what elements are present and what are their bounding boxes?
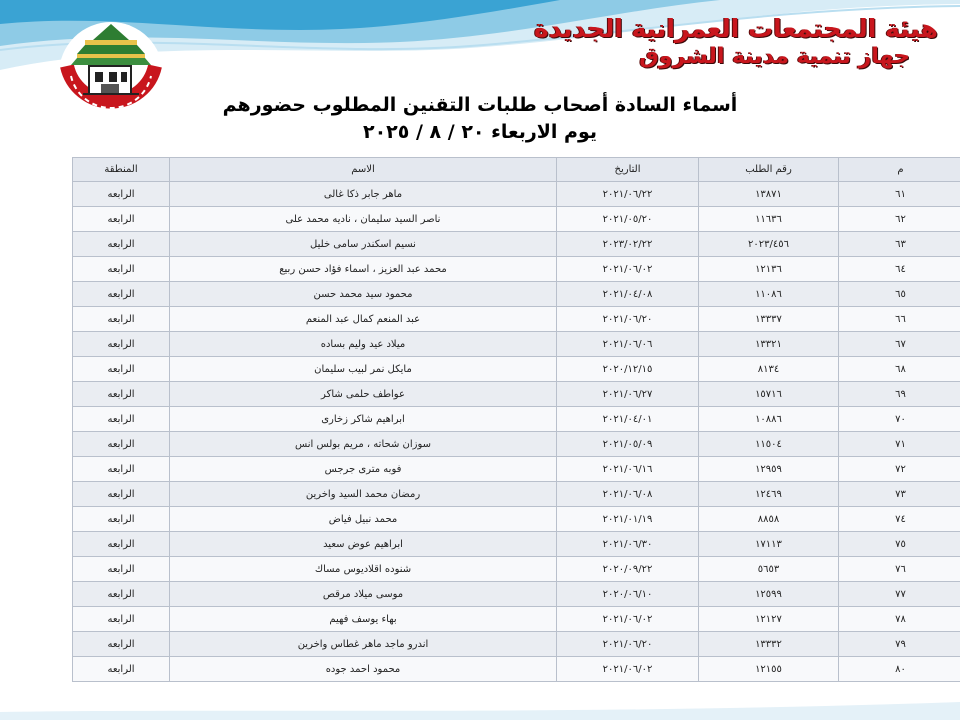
column-header-number: م xyxy=(839,158,960,182)
organization-header xyxy=(534,14,938,70)
cell-date: ٢٠٢١/٠٦/٢٢ xyxy=(557,182,699,207)
table-row xyxy=(73,657,960,682)
cell-area: الرابعه xyxy=(73,382,170,407)
footer-wave-decoration xyxy=(0,680,960,720)
cell-number: ٦٧ xyxy=(839,332,960,357)
cell-name: محمود سيد محمد حسن xyxy=(170,282,557,307)
cell-area: الرابعه xyxy=(73,657,170,682)
cell-number: ٨٠ xyxy=(839,657,960,682)
cell-number: ٧٣ xyxy=(839,482,960,507)
table-row xyxy=(73,232,960,257)
cell-name: ناصر السيد سليمان ، ناديه محمد على xyxy=(170,207,557,232)
cell-name: فوبه مترى جرجس xyxy=(170,457,557,482)
table-row xyxy=(73,307,960,332)
cell-date: ٢٠٢١/٠٦/٠٦ xyxy=(557,332,699,357)
cell-number: ٧١ xyxy=(839,432,960,457)
organization-name: هيئة المجتمعات العمرانية الجديدة xyxy=(533,14,938,43)
column-header-area: المنطقة xyxy=(73,158,170,182)
cell-area: الرابعه xyxy=(73,232,170,257)
cell-number: ٦٢ xyxy=(839,207,960,232)
cell-request-number: ١٣٨٧١ xyxy=(699,182,839,207)
cell-request-number: ١٣٣٣٧ xyxy=(699,307,839,332)
cell-area: الرابعه xyxy=(73,257,170,282)
cell-request-number: ١٧١١٣ xyxy=(699,532,839,557)
cell-area: الرابعه xyxy=(73,482,170,507)
cell-number: ٧٤ xyxy=(839,507,960,532)
cell-request-number: ٢٠٢٣/٤٥٦ xyxy=(699,232,839,257)
cell-date: ٢٠٢٣/٠٢/٢٢ xyxy=(557,232,699,257)
cell-date: ٢٠٢١/٠٦/٠٢ xyxy=(557,657,699,682)
cell-date: ٢٠٢١/٠١/١٩ xyxy=(557,507,699,532)
cell-request-number: ٨١٣٤ xyxy=(699,357,839,382)
cell-number: ٧٢ xyxy=(839,457,960,482)
cell-request-number: ١٥٧١٦ xyxy=(699,382,839,407)
cell-name: بهاء يوسف فهيم xyxy=(170,607,557,632)
cell-number: ٧٦ xyxy=(839,557,960,582)
cell-name: ماهر جابر ذكا غالى xyxy=(170,182,557,207)
cell-request-number: ١٠٨٨٦ xyxy=(699,407,839,432)
cell-area: الرابعه xyxy=(73,507,170,532)
cell-request-number: ٨٨٥٨ xyxy=(699,507,839,532)
cell-area: الرابعه xyxy=(73,557,170,582)
cell-name: محمد نبيل فياض xyxy=(170,507,557,532)
table-row xyxy=(73,607,960,632)
table-row xyxy=(73,457,960,482)
attendance-date: يوم الاربعاء ٢٠ / ٨ / ٢٠٢٥ xyxy=(362,121,598,143)
table-row xyxy=(73,582,960,607)
cell-area: الرابعه xyxy=(73,207,170,232)
table-row xyxy=(73,432,960,457)
table-row xyxy=(73,557,960,582)
table-row xyxy=(73,282,960,307)
table-row xyxy=(73,507,960,532)
cell-request-number: ١٢٥٩٩ xyxy=(699,582,839,607)
cell-name: ابراهيم شاكر زخارى xyxy=(170,407,557,432)
cell-area: الرابعه xyxy=(73,332,170,357)
cell-date: ٢٠٢١/٠٦/٠٢ xyxy=(557,257,699,282)
cell-name: اندرو ماجد ماهر غطاس واخرين xyxy=(170,632,557,657)
table-row xyxy=(73,332,960,357)
applicants-table xyxy=(72,157,906,682)
cell-date: ٢٠٢١/٠٤/٠٨ xyxy=(557,282,699,307)
cell-date: ٢٠٢١/٠٦/٠٨ xyxy=(557,482,699,507)
cell-request-number: ١٢١٥٥ xyxy=(699,657,839,682)
cell-name: محمد عبد العزيز ، اسماء فؤاد حسن ربيع xyxy=(170,257,557,282)
cell-number: ٧٩ xyxy=(839,632,960,657)
cell-request-number: ١٢٩٥٩ xyxy=(699,457,839,482)
table-row xyxy=(73,482,960,507)
cell-area: الرابعه xyxy=(73,282,170,307)
table-row xyxy=(73,632,960,657)
cell-number: ٧٧ xyxy=(839,582,960,607)
cell-area: الرابعه xyxy=(73,632,170,657)
cell-request-number: ١١٥٠٤ xyxy=(699,432,839,457)
cell-request-number: ١٣٣٣٢ xyxy=(699,632,839,657)
city-authority-name: جهاز تنمية مدينة الشروق xyxy=(639,44,910,69)
cell-area: الرابعه xyxy=(73,607,170,632)
table-row xyxy=(73,257,960,282)
cell-request-number: ١١٦٣٦ xyxy=(699,207,839,232)
cell-area: الرابعه xyxy=(73,532,170,557)
cell-name: موسى ميلاد مرقص xyxy=(170,582,557,607)
cell-date: ٢٠٢١/٠٥/٢٠ xyxy=(557,207,699,232)
cell-number: ٦١ xyxy=(839,182,960,207)
cell-date: ٢٠٢١/٠٦/٠٢ xyxy=(557,607,699,632)
cell-name: نسيم اسكندر سامى خليل xyxy=(170,232,557,257)
cell-number: ٦٣ xyxy=(839,232,960,257)
cell-date: ٢٠٢١/٠٦/١٦ xyxy=(557,457,699,482)
cell-area: الرابعه xyxy=(73,582,170,607)
cell-number: ٦٩ xyxy=(839,382,960,407)
table-row xyxy=(73,407,960,432)
table-header-row xyxy=(73,158,960,182)
column-header-request-number: رقم الطلب xyxy=(699,158,839,182)
cell-area: الرابعه xyxy=(73,432,170,457)
cell-number: ٧٨ xyxy=(839,607,960,632)
cell-area: الرابعه xyxy=(73,407,170,432)
cell-request-number: ١٢١٢٧ xyxy=(699,607,839,632)
cell-request-number: ١٢٤٦٩ xyxy=(699,482,839,507)
column-header-name: الاسم xyxy=(170,158,557,182)
cell-request-number: ٥٦٥٣ xyxy=(699,557,839,582)
cell-number: ٧٥ xyxy=(839,532,960,557)
page-title: أسماء السادة أصحاب طلبات التقنين المطلوب حضورهم xyxy=(222,94,738,116)
table-row xyxy=(73,382,960,407)
table-row xyxy=(73,207,960,232)
cell-area: الرابعه xyxy=(73,307,170,332)
cell-date: ٢٠٢٠/٠٦/١٠ xyxy=(557,582,699,607)
cell-name: سوزان شحاته ، مريم بولس انس xyxy=(170,432,557,457)
cell-name: ابراهيم عوض سعيد xyxy=(170,532,557,557)
cell-date: ٢٠٢٠/١٢/١٥ xyxy=(557,357,699,382)
cell-request-number: ١١٠٨٦ xyxy=(699,282,839,307)
cell-name: عواطف حلمى شاكر xyxy=(170,382,557,407)
cell-date: ٢٠٢١/٠٦/٢٠ xyxy=(557,632,699,657)
cell-date: ٢٠٢١/٠٤/٠١ xyxy=(557,407,699,432)
cell-name: محمود احمد جوده xyxy=(170,657,557,682)
cell-area: الرابعه xyxy=(73,357,170,382)
table-row xyxy=(73,357,960,382)
cell-name: ميلاد عيد وليم بساده xyxy=(170,332,557,357)
column-header-date: التاريخ xyxy=(557,158,699,182)
cell-number: ٦٤ xyxy=(839,257,960,282)
cell-number: ٦٨ xyxy=(839,357,960,382)
cell-area: الرابعه xyxy=(73,182,170,207)
cell-area: الرابعه xyxy=(73,457,170,482)
cell-name: رمضان محمد السيد واخرين xyxy=(170,482,557,507)
cell-number: ٧٠ xyxy=(839,407,960,432)
cell-name: شنوده اقلاديوس مساك xyxy=(170,557,557,582)
cell-date: ٢٠٢١/٠٥/٠٩ xyxy=(557,432,699,457)
cell-number: ٦٥ xyxy=(839,282,960,307)
cell-date: ٢٠٢١/٠٦/٢٠ xyxy=(557,307,699,332)
table-row xyxy=(73,532,960,557)
cell-name: عبد المنعم كمال عبد المنعم xyxy=(170,307,557,332)
cell-date: ٢٠٢٠/٠٩/٢٢ xyxy=(557,557,699,582)
cell-number: ٦٦ xyxy=(839,307,960,332)
cell-request-number: ١٢١٣٦ xyxy=(699,257,839,282)
cell-date: ٢٠٢١/٠٦/٢٧ xyxy=(557,382,699,407)
cell-request-number: ١٣٣٢١ xyxy=(699,332,839,357)
cell-date: ٢٠٢١/٠٦/٣٠ xyxy=(557,532,699,557)
cell-name: مايكل نمر لبيب سليمان xyxy=(170,357,557,382)
table-row xyxy=(73,182,960,207)
